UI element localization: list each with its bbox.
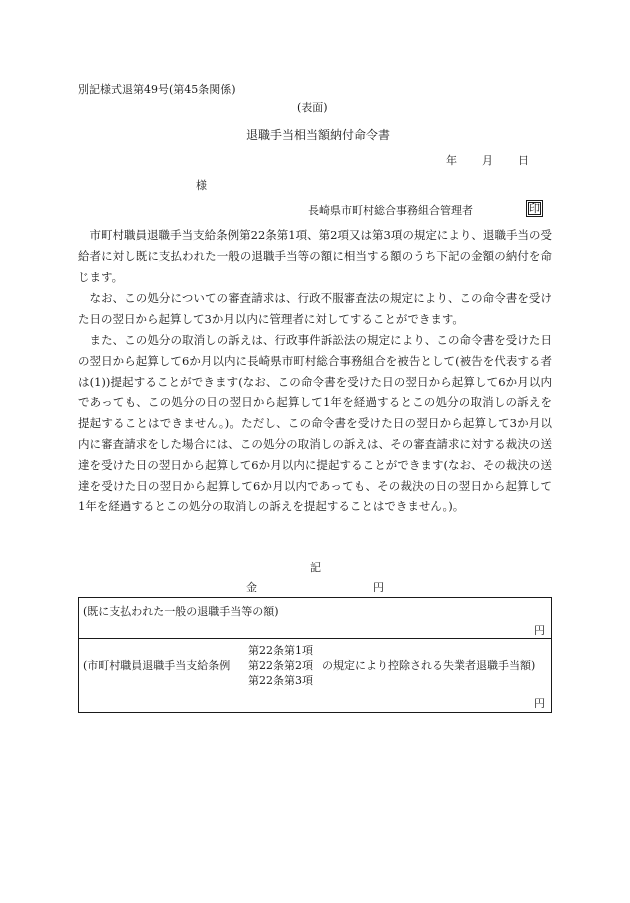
date-year: 年 [446,154,457,167]
clause-3: 第22条第3項 [248,674,313,687]
addressee-suffix: 様 [196,179,207,192]
deduction-suffix: の規定により控除される失業者退職手当額) [322,659,536,672]
form-id: 別記様式退第49号(第45条関係) [78,83,236,96]
paragraph-order: 市町村職員退職手当支給条例第22条第1項、第2項又は第3項の規定により、退職手当の受給者に対し既に支払われた一般の退職手当等の額に相当する額のうち下記の金額の納付を命じます。 [78,228,552,284]
clause-1: 第22条第1項 [248,644,313,657]
form-side-label: (表面) [297,101,328,114]
already-paid-unit: 円 [534,624,545,637]
date-day: 日 [518,154,529,167]
already-paid-row [78,597,552,639]
amount-label: 金 [246,581,257,594]
deduction-prefix: (市町村職員退職手当支給条例 [83,659,231,672]
amount-unit: 円 [373,581,384,594]
document-title: 退職手当相当額納付命令書 [246,128,391,142]
issuer: 長崎県市町村総合事務組合管理者 [308,204,473,217]
deduction-unit: 円 [534,697,545,710]
already-paid-label: (既に支払われた一般の退職手当等の額) [83,605,279,618]
paragraph-review-request: なお、この処分についての審査請求は、行政不服審査法の規定により、この命令書を受けた日の翌日から起算して3か月以内に管理者に対してすることができます。 [78,291,552,326]
clause-2: 第22条第2項 [248,659,313,672]
deduction-row [78,638,552,713]
date-month: 月 [482,154,493,167]
seal-mark: 印 [526,200,543,217]
record-heading: 記 [310,561,321,574]
paragraph-litigation: また、この処分の取消しの訴えは、行政事件訴訟法の規定により、この命令書を受けた日の翌日から起算して6か月以内に長崎県市町村総合事務組合を被告として(被告を代表する者は(1))提起することができます(なお、この命令書を受けた日の翌日から起算して6か月以内であっても、この処分の日の翌日から起算して1年を経過するとこの処分の取消しの訴えを提起することはできません。)。ただし、この命令書を受けた日の翌日から起算して3か月以内に審査請求をした場合には、この処分の取消しの訴えは、その審査請求に対する裁決の送達を受けた日の翌日から起算して6か月以内に提起することができます(なお、その裁決の送達を受けた日の翌日から起算して6か月以内であっても、その裁決の日の翌日から起算して1年を経過するとこの処分の取消しの訴えを提起することはできません。)。 [78,333,552,514]
